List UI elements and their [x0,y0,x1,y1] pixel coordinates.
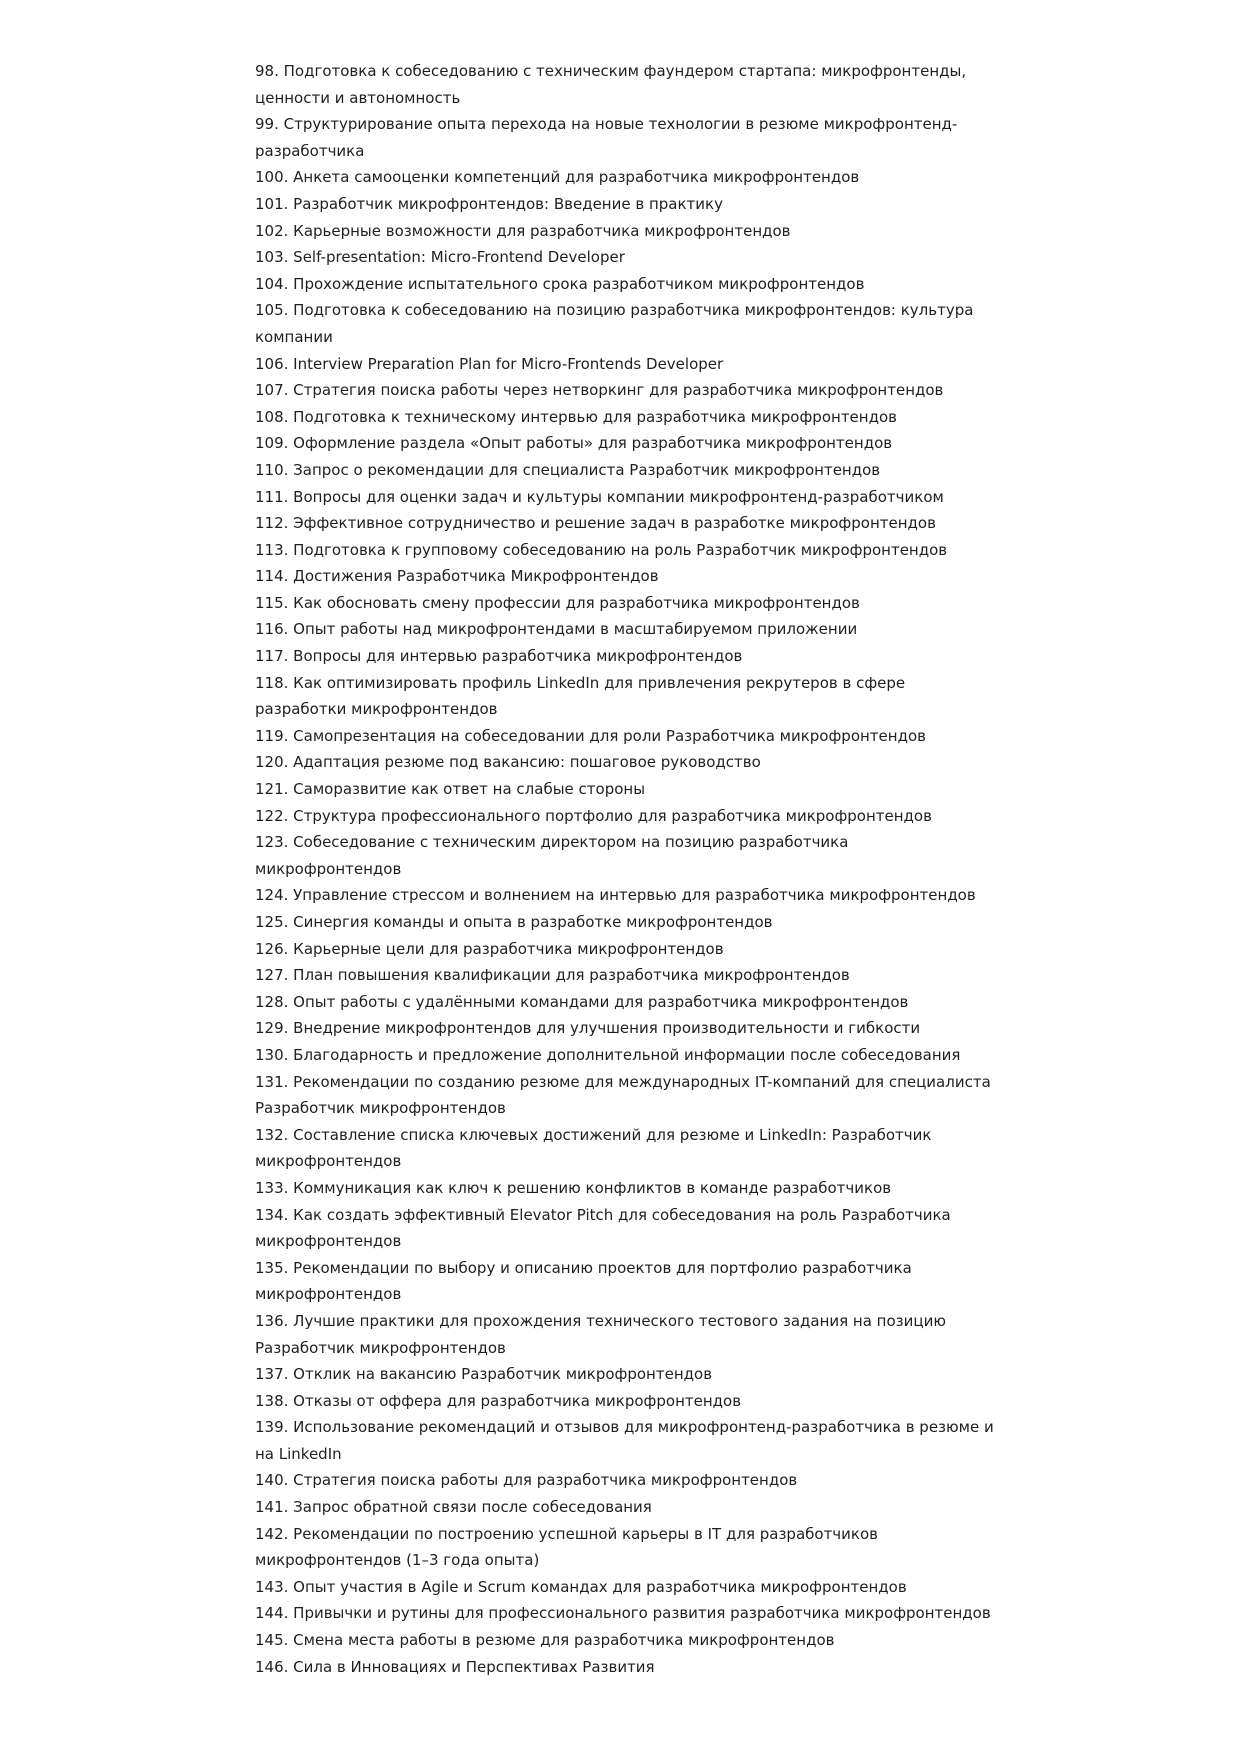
list-item: 102. Карьерные возможности для разработчика микрофронтендов [255,221,791,240]
list-item: 142. Рекомендации по построению успешной карьеры в IT для разработчиков микрофронтендов (1–3 года опыта) [255,1524,878,1570]
list-item: 107. Стратегия поиска работы через нетворкинг для разработчика микрофронтендов [255,381,944,400]
list-item: 128. Опыт работы с удалёнными командами для разработчика микрофронтендов [255,992,909,1011]
topic-list [255,58,995,1680]
list-item: 127. План повышения квалификации для разработчика микрофронтендов [255,966,850,985]
list-item: 100. Анкета самооценки компетенций для разработчика микрофронтендов [255,168,860,187]
list-item: 125. Синергия команды и опыта в разработке микрофронтендов [255,913,773,931]
list-item: 106. Interview Preparation Plan for Micro-Frontends Developer [255,354,724,373]
list-item: 122. Структура профессионального портфолио для разработчика микрофронтендов [255,806,932,825]
list-item: 101. Разработчик микрофронтендов: Введение в практику [255,194,723,213]
list-item: 144. Привычки и рутины для профессионального развития разработчика микрофронтендов [255,1604,991,1623]
list-item: 143. Опыт участия в Agile и Scrum командах для разработчика микрофронтендов [255,1577,907,1596]
list-item: 124. Управление стрессом и волнением на интервью для разработчика микрофронтендов [255,886,976,905]
list-item: 136. Лучшие практики для прохождения технического тестового задания на позицию Разработчик микрофронтендов [255,1311,946,1357]
list-item: 98. Подготовка к собеседованию с техническим фаундером стартапа: микрофронтенды, ценности и автономность [255,62,967,107]
list-item: 135. Рекомендации по выбору и описанию проектов для портфолио разработчика микрофронтендов [255,1258,912,1304]
list-item: 123. Собеседование с техническим директором на позицию разработчика микрофронтендов [255,833,849,878]
list-item: 121. Саморазвитие как ответ на слабые стороны [255,780,646,799]
list-item: 141. Запрос обратной связи после собеседования [255,1498,652,1517]
list-item: 115. Как обосновать смену профессии для разработчика микрофронтендов [255,593,860,612]
list-item: 112. Эффективное сотрудничество и решение задач в разработке микрофронтендов [255,514,936,533]
list-item: 110. Запрос о рекомендации для специалиста Разработчик микрофронтендов [255,460,881,479]
list-item: 146. Сила в Инновациях и Перспективах Развития [255,1657,655,1676]
list-item: 103. Self-presentation: Micro-Frontend Developer [255,248,625,267]
list-item: 111. Вопросы для оценки задач и культуры компании микрофронтенд-разработчиком [255,487,944,506]
list-item: 145. Смена места работы в резюме для разработчика микрофронтендов [255,1631,835,1650]
list-item: 130. Благодарность и предложение дополнительной информации после собеседования [255,1045,961,1064]
list-item: 137. Отклик на вакансию Разработчик микрофронтендов [255,1365,713,1384]
list-item: 131. Рекомендации по созданию резюме для международных IT-компаний для специалиста Разработчик микрофронтендов [255,1072,991,1118]
list-item: 139. Использование рекомендаций и отзывов для микрофронтенд-разработчика в резюме и на LinkedIn [255,1418,994,1463]
list-item: 99. Структурирование опыта перехода на новые технологии в резюме микрофронтенд-разработчика [255,115,958,160]
list-item: 126. Карьерные цели для разработчика микрофронтендов [255,939,724,958]
list-item: 104. Прохождение испытательного срока разработчиком микрофронтендов [255,274,865,293]
list-item: 114. Достижения Разработчика Микрофронтендов [255,567,659,586]
list-item: 129. Внедрение микрофронтендов для улучшения производительности и гибкости [255,1019,921,1038]
document-page [255,58,995,1680]
list-item: 138. Отказы от оффера для разработчика микрофронтендов [255,1391,742,1410]
list-item: 108. Подготовка к техническому интервью для разработчика микрофронтендов [255,407,897,426]
list-item: 120. Адаптация резюме под вакансию: пошаговое руководство [255,753,761,772]
list-item: 132. Составление списка ключевых достижений для резюме и LinkedIn: Разработчик микрофронтендов [255,1125,932,1171]
list-item: 119. Самопрезентация на собеседовании для роли Разработчика микрофронтендов [255,726,926,745]
list-item: 134. Как создать эффективный Elevator Pitch для собеседования на роль Разработчика микрофронтендов [255,1205,951,1251]
list-item: 118. Как оптимизировать профиль LinkedIn для привлечения рекрутеров в сфере разработки микрофронтендов [255,673,906,719]
list-item: 133. Коммуникация как ключ к решению конфликтов в команде разработчиков [255,1178,892,1197]
list-item: 116. Опыт работы над микрофронтендами в масштабируемом приложении [255,620,858,639]
list-item: 113. Подготовка к групповому собеседованию на роль Разработчик микрофронтендов [255,540,948,559]
list-item: 117. Вопросы для интервью разработчика микрофронтендов [255,647,743,666]
list-item: 105. Подготовка к собеседованию на позицию разработчика микрофронтендов: культура компании [255,301,974,346]
list-item: 109. Оформление раздела «Опыт работы» для разработчика микрофронтендов [255,434,893,453]
list-item: 140. Стратегия поиска работы для разработчика микрофронтендов [255,1471,798,1490]
